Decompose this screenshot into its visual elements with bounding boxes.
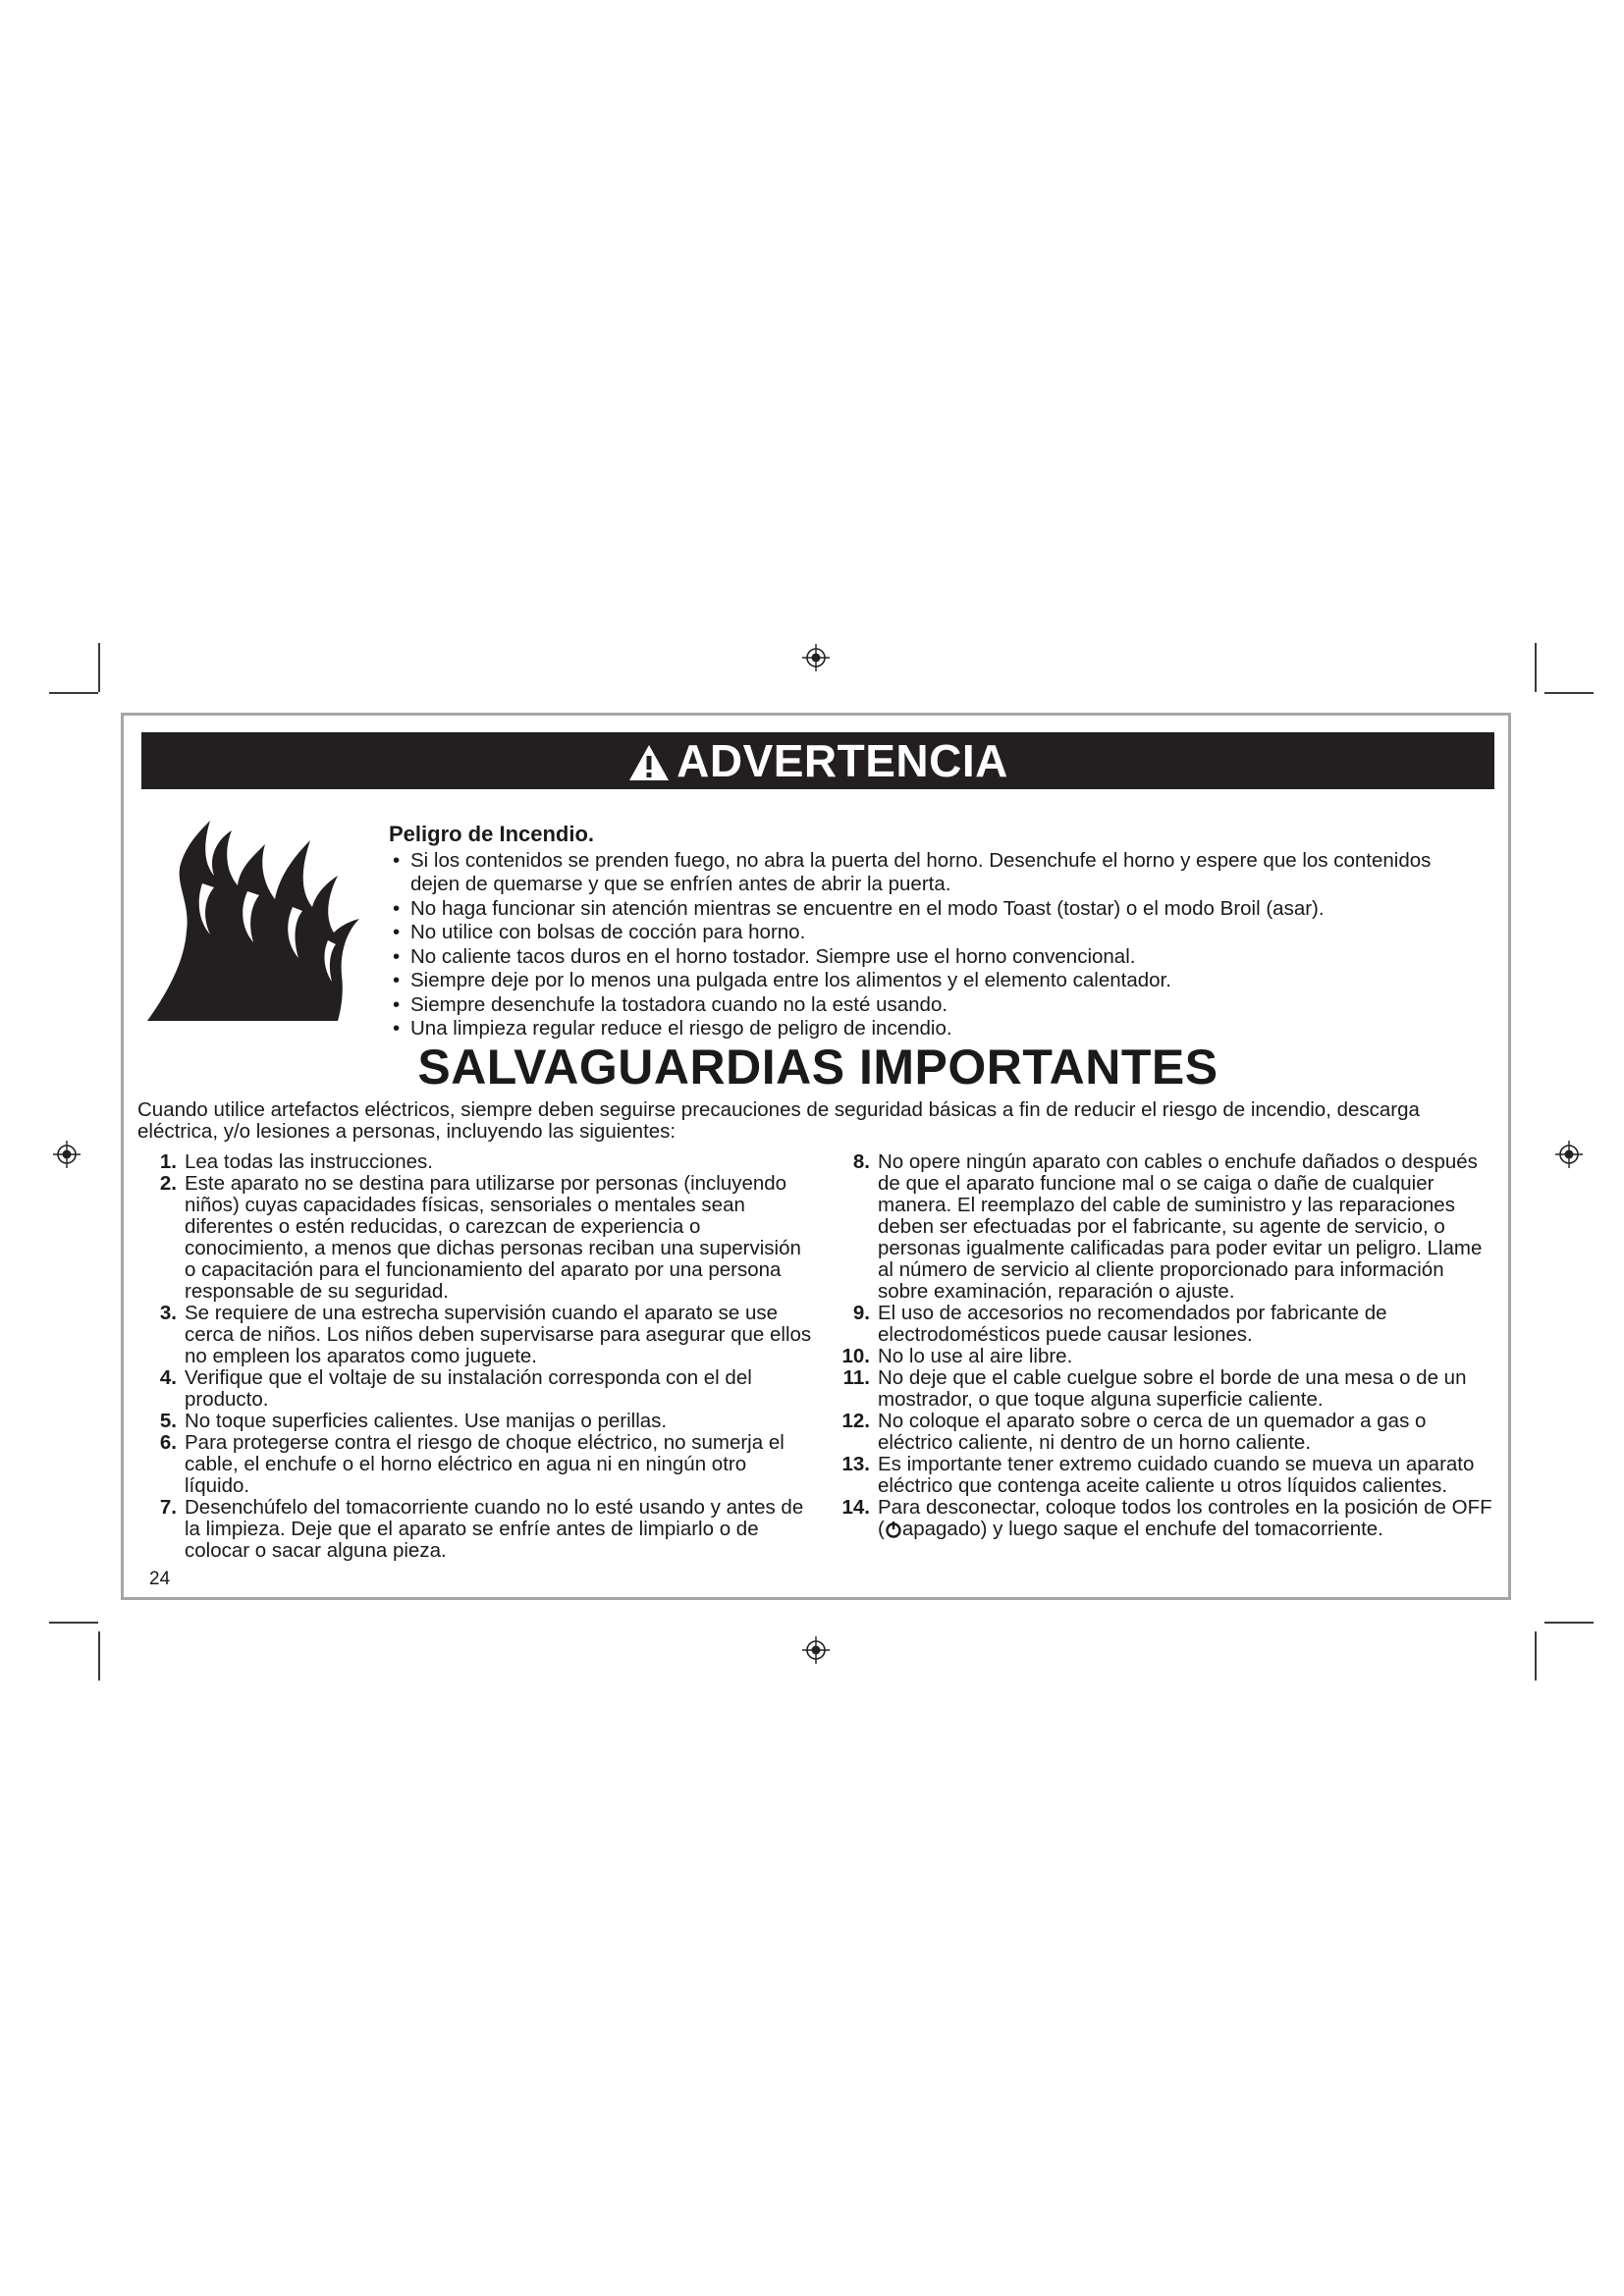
list-item: [147, 1367, 815, 1411]
hazard-bullet: • No caliente tacos duros en el horno tostador. Siempre use el horno convencional.: [389, 945, 1479, 970]
item-text: No toque superficies calientes. Use manijas o perillas.: [185, 1410, 668, 1432]
hazard-bullet: • No utilice con bolsas de cocción para horno.: [389, 921, 1479, 945]
item-text: Lea todas las instrucciones.: [185, 1150, 433, 1173]
list-item: [831, 1346, 1498, 1367]
item-text: [878, 1497, 1498, 1540]
item-text: No deje que el cable cuelgue sobre el borde de una mesa o de un mostrador, o que toque alguna superficie caliente.: [878, 1366, 1467, 1411]
item-text: Se requiere de una estrecha supervisión cuando el aparato se use cerca de niños. Los niños deben supervisarse para asegurar que ellos no empleen los aparatos como juguete.: [185, 1302, 812, 1367]
registration-mark-icon: [1555, 1141, 1583, 1168]
registration-mark-icon: [802, 1636, 830, 1664]
item-text: Es importante tener extremo cuidado cuando se mueva un aparato eléctrico que contenga aceite caliente u otros líquidos calientes.: [878, 1453, 1475, 1497]
item-number: 13.: [841, 1453, 870, 1475]
warning-triangle-icon: [627, 743, 671, 782]
registration-mark-icon: [53, 1141, 81, 1168]
item-number: 7.: [159, 1496, 177, 1519]
list-item: [147, 1432, 815, 1497]
crop-mark: [1535, 1631, 1537, 1681]
hazard-bullet-list: [389, 849, 1479, 1041]
fire-icon: [145, 815, 361, 1023]
crop-mark: [98, 643, 100, 692]
crop-mark: [1544, 1622, 1594, 1624]
item-text: Este aparato no se destina para utilizarse por personas (incluyendo niños) cuyas capacidades físicas, sensoriales o mentales sean diferentes o estén reducidas, o carezcan de experiencia o conocimiento, a menos que dichas personas reciban una supervisión o capacitación para el funcionamiento del aparato por una persona responsable de su seguridad.: [185, 1172, 801, 1303]
hazard-bullet: • No haga funcionar sin atención mientras se encuentre en el modo Toast (tostar) o el modo Broil (asar).: [389, 897, 1479, 922]
crop-mark: [49, 1622, 98, 1624]
crop-mark: [49, 692, 98, 694]
section-title: SALVAGUARDIAS IMPORTANTES: [417, 1040, 1218, 1095]
list-item: [147, 1411, 815, 1432]
item-text: El uso de accesorios no recomendados por fabricante de electrodomésticos puede causar lesiones.: [878, 1302, 1387, 1346]
hazard-bullet: • Una limpieza regular reduce el riesgo de peligro de incendio.: [389, 1017, 1479, 1041]
safeguards-list-right: [831, 1151, 1498, 1540]
item-number: 2.: [159, 1172, 177, 1195]
crop-mark: [1544, 692, 1594, 694]
list-item: [831, 1151, 1498, 1303]
item-number: 8.: [852, 1150, 870, 1173]
crop-mark: [1535, 643, 1537, 692]
list-item: [147, 1173, 815, 1303]
item-number: 11.: [842, 1366, 870, 1389]
item-text: Desenchúfelo del tomacorriente cuando no lo esté usando y antes de la limpieza. Deje que el aparato se enfríe antes de limpiarlo o de colocar o sacar alguna pieza.: [185, 1496, 804, 1562]
item-number: 14.: [841, 1496, 870, 1519]
item-number: 10.: [841, 1345, 870, 1367]
power-off-icon: [885, 1521, 902, 1538]
item-number: 5.: [159, 1410, 177, 1432]
fire-hazard-section: [389, 823, 1479, 1041]
item-text-after: apagado) y luego saque el enchufe del tomacorriente.: [901, 1518, 1383, 1540]
item-number: 1.: [159, 1150, 177, 1173]
warning-title: ADVERTENCIA: [677, 735, 1008, 786]
item-number: 9.: [852, 1302, 870, 1324]
crop-mark: [98, 1631, 100, 1681]
item-text: Para protegerse contra el riesgo de choque eléctrico, no sumerja el cable, el enchufe o el horno eléctrico en agua ni en ningún otro líquido.: [185, 1431, 785, 1497]
intro-paragraph: Cuando utilice artefactos eléctricos, siempre deben seguirse precauciones de seguridad básicas a fin de reducir el riesgo de incendio, descarga eléctrica, y/o lesiones a personas, incluyendo las siguientes:: [137, 1098, 1420, 1143]
page-number: 24: [149, 1569, 171, 1589]
registration-mark-icon: [802, 644, 830, 671]
list-item: [831, 1303, 1498, 1346]
item-text-before: Para desconectar, coloque todos los controles en la posición de OFF (: [878, 1496, 1492, 1540]
item-text: No opere ningún aparato con cables o enchufe dañados o después de que el aparato funcione mal o se caiga o dañe de cualquier manera. El reemplazo del cable de suministro y las reparaciones deben ser efectuadas por el fabricante, su agente de servicio, o personas igualmente calificadas para poder evitar un peligro. Llame al número de servicio al cliente proporcionado para información sobre examinación, reparación o ajuste.: [878, 1150, 1483, 1303]
item-text: No lo use al aire libre.: [878, 1345, 1073, 1367]
list-item: [831, 1497, 1498, 1540]
safeguards-list-left: [147, 1151, 815, 1562]
warning-banner: [141, 732, 1494, 789]
list-item: [831, 1367, 1498, 1411]
item-text: No coloque el aparato sobre o cerca de un quemador a gas o eléctrico caliente, ni dentro de un horno caliente.: [878, 1410, 1427, 1454]
hazard-title: Peligro de Incendio.: [389, 822, 595, 846]
list-item: [147, 1303, 815, 1367]
list-item: [147, 1151, 815, 1173]
hazard-bullet: • Siempre desenchufe la tostadora cuando no la esté usando.: [389, 993, 1479, 1018]
item-number: 12.: [841, 1410, 870, 1432]
list-item: [831, 1411, 1498, 1454]
list-item: [831, 1454, 1498, 1497]
hazard-bullet: • Siempre deje por lo menos una pulgada entre los alimentos y el elemento calentador.: [389, 969, 1479, 993]
item-number: 3.: [159, 1302, 177, 1324]
item-number: 6.: [159, 1431, 177, 1454]
item-number: 4.: [159, 1366, 177, 1389]
hazard-bullet: • Si los contenidos se prenden fuego, no abra la puerta del horno. Desenchufe el horno y espere que los contenidos dejen de quemarse y que se enfríen antes de abrir la puerta.: [389, 849, 1479, 897]
list-item: [147, 1497, 815, 1562]
item-text: Verifique que el voltaje de su instalación corresponda con el del producto.: [185, 1366, 752, 1411]
